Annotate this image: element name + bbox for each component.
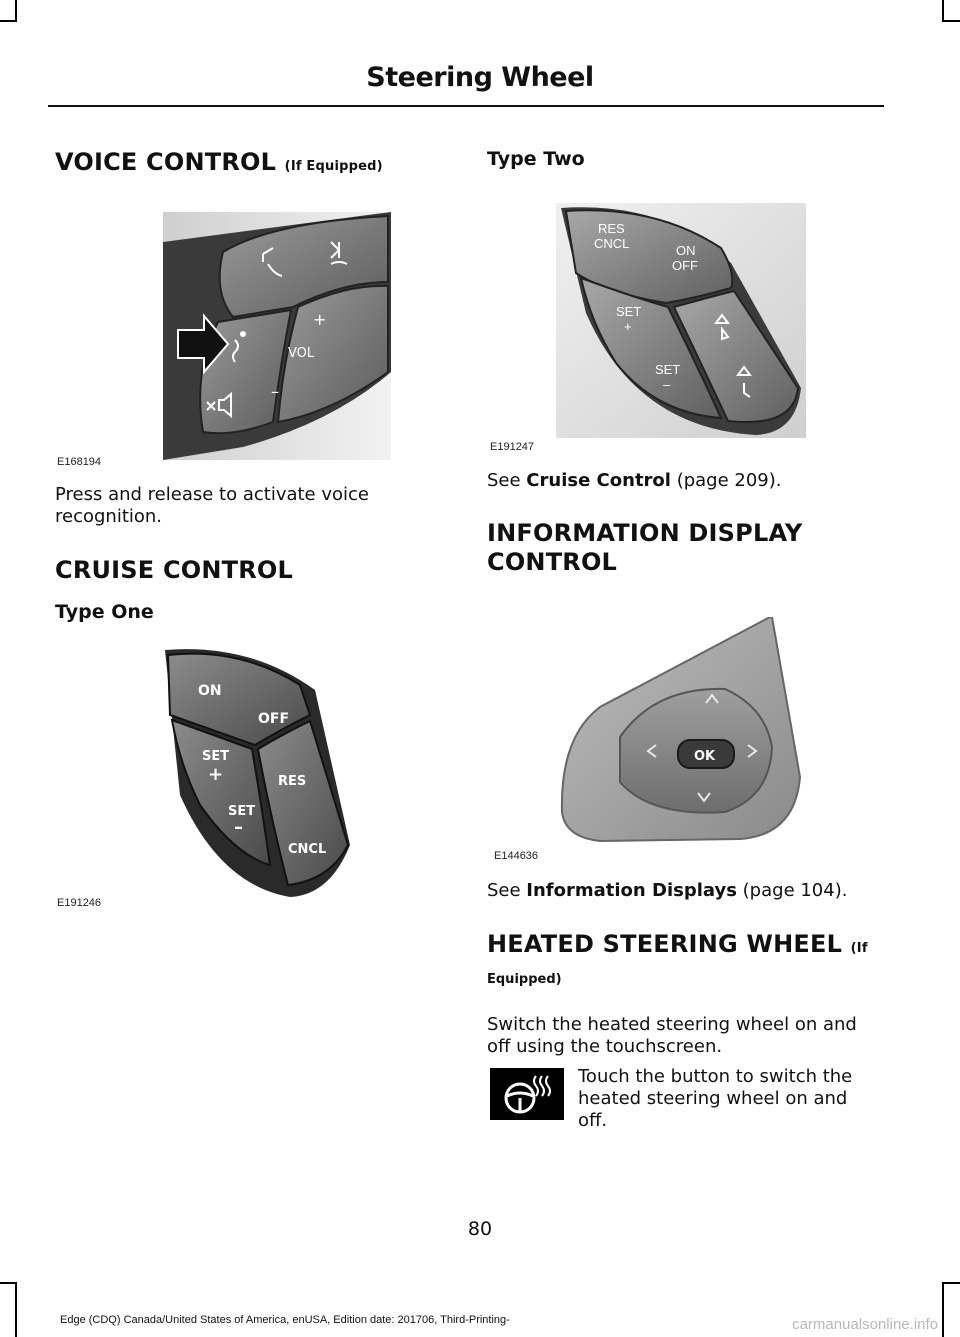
voice-minus-label: – xyxy=(271,382,279,401)
type-two-heading: Type Two xyxy=(487,148,585,170)
page-title: Steering Wheel xyxy=(366,62,594,93)
edition-footer: Edge (CDQ) Canada/United States of America, enUSA, Edition date: 201706, Third-Printing- xyxy=(60,1314,510,1326)
cruise1-res-label: RES xyxy=(278,774,307,789)
crop-mark xyxy=(942,1282,960,1284)
information-displays-link[interactable]: Information Displays xyxy=(526,880,737,901)
crop-mark xyxy=(942,20,960,22)
cruise-type-two-figure xyxy=(556,203,806,438)
crop-mark xyxy=(0,20,17,22)
heated-steering-description: Switch the heated steering wheel on and off using the touchscreen. xyxy=(487,1014,857,1057)
if-equipped-qualifier: (If xyxy=(850,941,868,956)
cruise-control-reference: See Cruise Control (page 209). xyxy=(487,470,782,491)
figure-id: E191247 xyxy=(490,441,535,453)
voice-vol-label: VOL xyxy=(288,346,315,361)
cruise2-res-label: RES xyxy=(598,221,625,236)
crop-mark xyxy=(15,1282,17,1337)
cruise1-set-minus-label: SET xyxy=(228,804,256,819)
if-equipped-qualifier-cont: Equipped) xyxy=(487,972,562,987)
cruise1-set-plus-label: SET xyxy=(202,749,230,764)
cruise2-on-label: ON xyxy=(676,243,696,258)
header-divider xyxy=(48,105,884,107)
if-equipped-qualifier: (If Equipped) xyxy=(284,159,383,174)
crop-mark xyxy=(15,0,17,20)
cruise-type-one-figure xyxy=(160,645,360,900)
ok-button-label: OK xyxy=(694,749,716,764)
cruise2-plus-label: + xyxy=(624,319,632,334)
cruise1-minus-label: – xyxy=(234,817,243,838)
voice-control-description: Press and release to activate voice recognition. xyxy=(55,484,369,527)
voice-control-heading: VOICE CONTROL (If Equipped) xyxy=(55,148,383,176)
cruise2-set-minus-label: SET xyxy=(655,362,681,377)
page-number: 80 xyxy=(467,1218,493,1240)
cruise1-cncl-label: CNCL xyxy=(288,842,327,857)
crop-mark xyxy=(942,0,944,20)
cruise2-minus-label: – xyxy=(663,377,671,392)
figure-id: E191246 xyxy=(57,897,102,909)
cruise2-set-plus-label: SET xyxy=(616,304,642,319)
info-display-heading-line2: CONTROL xyxy=(487,548,618,576)
heated-steering-heading: HEATED STEERING WHEEL (If xyxy=(487,930,868,958)
figure-id: E144636 xyxy=(494,850,539,862)
cruise2-cncl-label: CNCL xyxy=(594,236,630,251)
cruise1-plus-label: + xyxy=(208,764,224,785)
type-one-heading: Type One xyxy=(55,601,154,623)
cruise1-on-label: ON xyxy=(198,683,222,699)
heated-steering-wheel-icon xyxy=(490,1068,564,1120)
info-display-heading-line1: INFORMATION DISPLAY xyxy=(487,519,803,547)
cruise-control-link[interactable]: Cruise Control xyxy=(526,470,671,491)
info-display-reference: See Information Displays (page 104). xyxy=(487,880,848,901)
cruise2-off-label: OFF xyxy=(672,258,698,273)
figure-id: E168194 xyxy=(57,456,102,468)
watermark: carmanualsonline.info xyxy=(792,1316,938,1333)
cruise-control-heading: CRUISE CONTROL xyxy=(55,556,293,584)
voice-control-figure xyxy=(163,212,391,460)
voice-plus-label: + xyxy=(313,310,327,329)
heated-steering-icon-text: Touch the button to switch the heated steering wheel on and off. xyxy=(578,1066,853,1131)
cruise1-off-label: OFF xyxy=(258,711,290,727)
crop-mark xyxy=(942,1282,944,1337)
info-display-control-figure xyxy=(560,617,802,842)
